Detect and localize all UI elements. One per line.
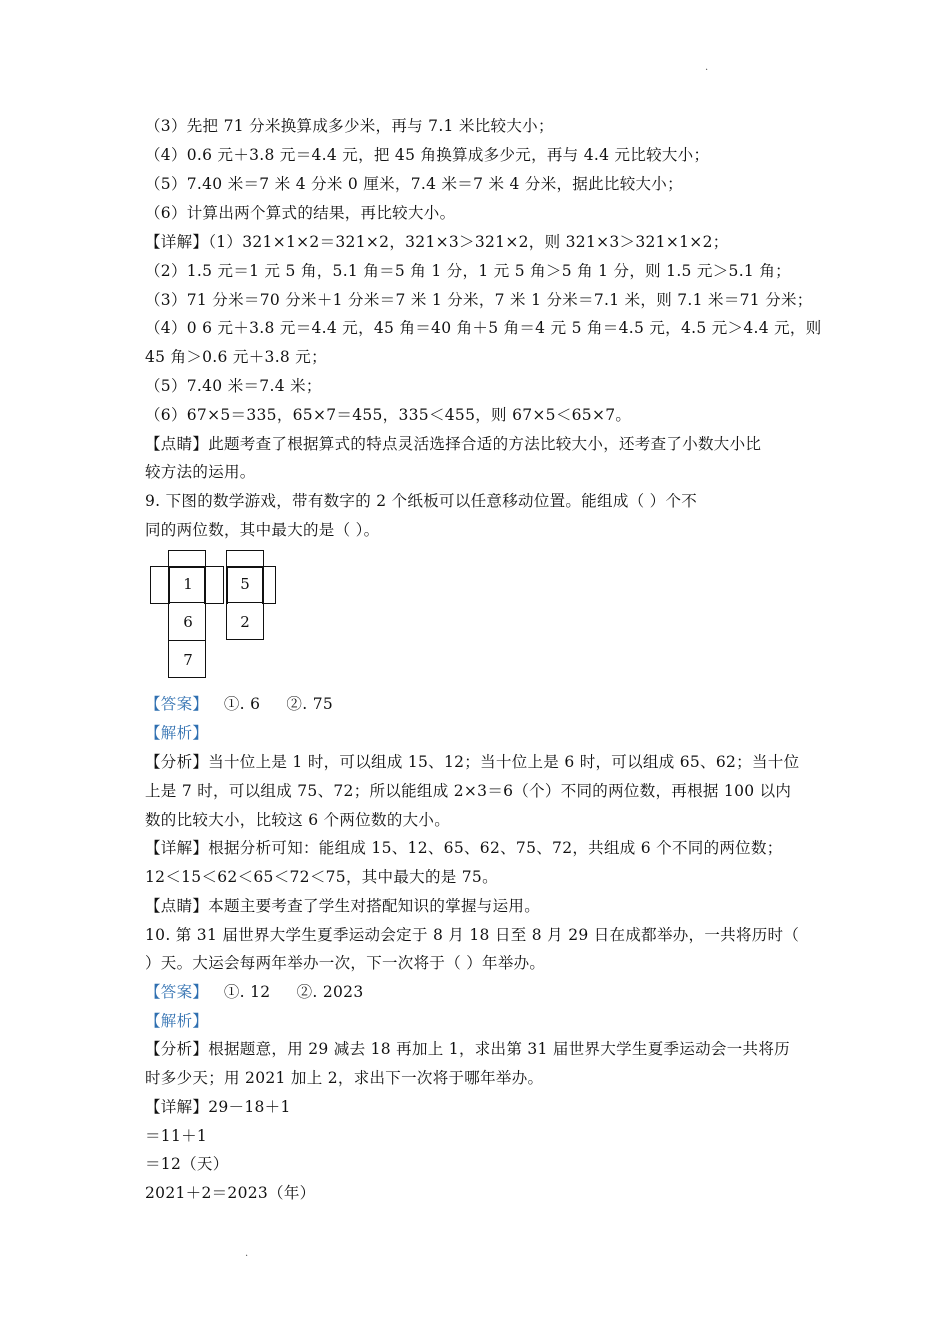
text-line: （5）7.40 米＝7.4 米； [145,377,322,395]
text-line: 上是 7 时，可以组成 75、72；所以能组成 2×3＝6（个）不同的两位数，再根据 100 以内 [145,782,792,800]
text-line: （4）0 6 元＋3.8 元＝4.4 元，45 角＝40 角＋5 角＝4 元 5 角＝4.5 元，4.5 元＞4.4 元，则 [145,319,822,337]
left-card-digit: 1 [183,575,193,593]
text-line: 【点睛】本题主要考查了学生对搭配知识的掌握与运用。 [145,897,541,915]
text-line: 45 角＞0.6 元＋3.8 元； [145,348,327,366]
left-card-divider-1 [168,602,206,604]
text-line: 【详解】根据分析可知：能组成 15、12、65、62、75、72，共组成 6 个不同的两位数； [145,839,783,857]
footer-mark: . [245,1248,249,1259]
text-line: （3）先把 71 分米换算成多少米，再与 7.1 米比较大小； [145,117,554,135]
text-line: 时多少天；用 2021 加上 2，求出下一次将于哪年举办。 [145,1069,544,1087]
question-9-text: 同的两位数，其中最大的是（ ）。 [145,521,380,539]
text-line: 2021＋2＝2023（年） [145,1184,316,1202]
right-card-side-right [262,566,276,604]
answer-label: 【答案】 [145,983,209,1001]
left-card-digit: 6 [183,613,193,631]
left-card-side-right [204,566,224,604]
text-line: 【分析】根据题意，用 29 减去 18 再加上 1，求出第 31 届世界大学生夏季运动会一共将历 [145,1040,790,1058]
q10-analysis-label: 【解析】 [145,1012,209,1030]
right-card-digit: 2 [240,613,250,631]
question-9-text: 9. 下图的数学游戏，带有数字的 2 个纸板可以任意移动位置。能组成（ ）个不 [145,492,698,510]
text-line: 【分析】当十位上是 1 时，可以组成 15、12；当十位上是 6 时，可以组成 65、62；当十位 [145,753,800,771]
left-card-side-left [150,566,170,604]
text-line: 【点睛】此题考查了根据算式的特点灵活选择合适的方法比较大小，还考查了小数大小比 [145,435,762,453]
text-line: （4）0.6 元＋3.8 元＝4.4 元，把 45 角换算成多少元，再与 4.4 元比较大小； [145,146,710,164]
text-line: （2）1.5 元＝1 元 5 角，5.1 角＝5 角 1 分，1 元 5 角＞5 角 1 分，则 1.5 元＞5.1 角； [145,262,791,280]
text-line: （3）71 分米＝70 分米＋1 分米＝7 米 1 分米，7 米 1 分米＝7.1 米，则 7.1 米＝71 分米； [145,291,813,309]
answer-value: ①. 12 ②. 2023 [208,983,364,1001]
text-line: ＝12（天） [145,1155,229,1173]
number-card-figure [150,550,280,680]
header-mark: . [705,62,709,73]
text-line: 【详解】（1）321×1×2＝321×2，321×3＞321×2，则 321×3＞321×1×2； [145,233,729,251]
q10-answer [145,982,364,1002]
text-line: （6）计算出两个算式的结果，再比较大小。 [145,204,456,222]
text-line: 【详解】29－18＋1 [145,1098,291,1116]
answer-value: ①. 6 ②. 75 [208,695,334,713]
text-line: 数的比较大小，比较这 6 个两位数的大小。 [145,811,451,829]
question-10-text: ）天。大运会每两年举办一次，下一次将于（ ）年举办。 [145,954,546,972]
text-line: 12＜15＜62＜65＜72＜75，其中最大的是 75。 [145,868,498,886]
q9-analysis-label: 【解析】 [145,724,209,742]
right-card-divider [226,602,264,604]
q9-answer [145,694,333,714]
text-line: （6）67×5＝335，65×7＝455，335＜455，则 67×5＜65×7。 [145,406,632,424]
right-card-digit: 5 [240,575,250,593]
text-line: ＝11＋1 [145,1127,208,1145]
answer-label: 【答案】 [145,695,209,713]
text-line: 较方法的运用。 [145,463,256,481]
question-10-text: 10. 第 31 届世界大学生夏季运动会定于 8 月 18 日至 8 月 29 日在成都举办，一共将历时（ [145,926,800,944]
left-card-digit: 7 [183,651,193,669]
text-line: （5）7.40 米＝7 米 4 分米 0 厘米，7.4 米＝7 米 4 分米，据此比较大小； [145,175,683,193]
left-card-divider-2 [168,640,206,642]
